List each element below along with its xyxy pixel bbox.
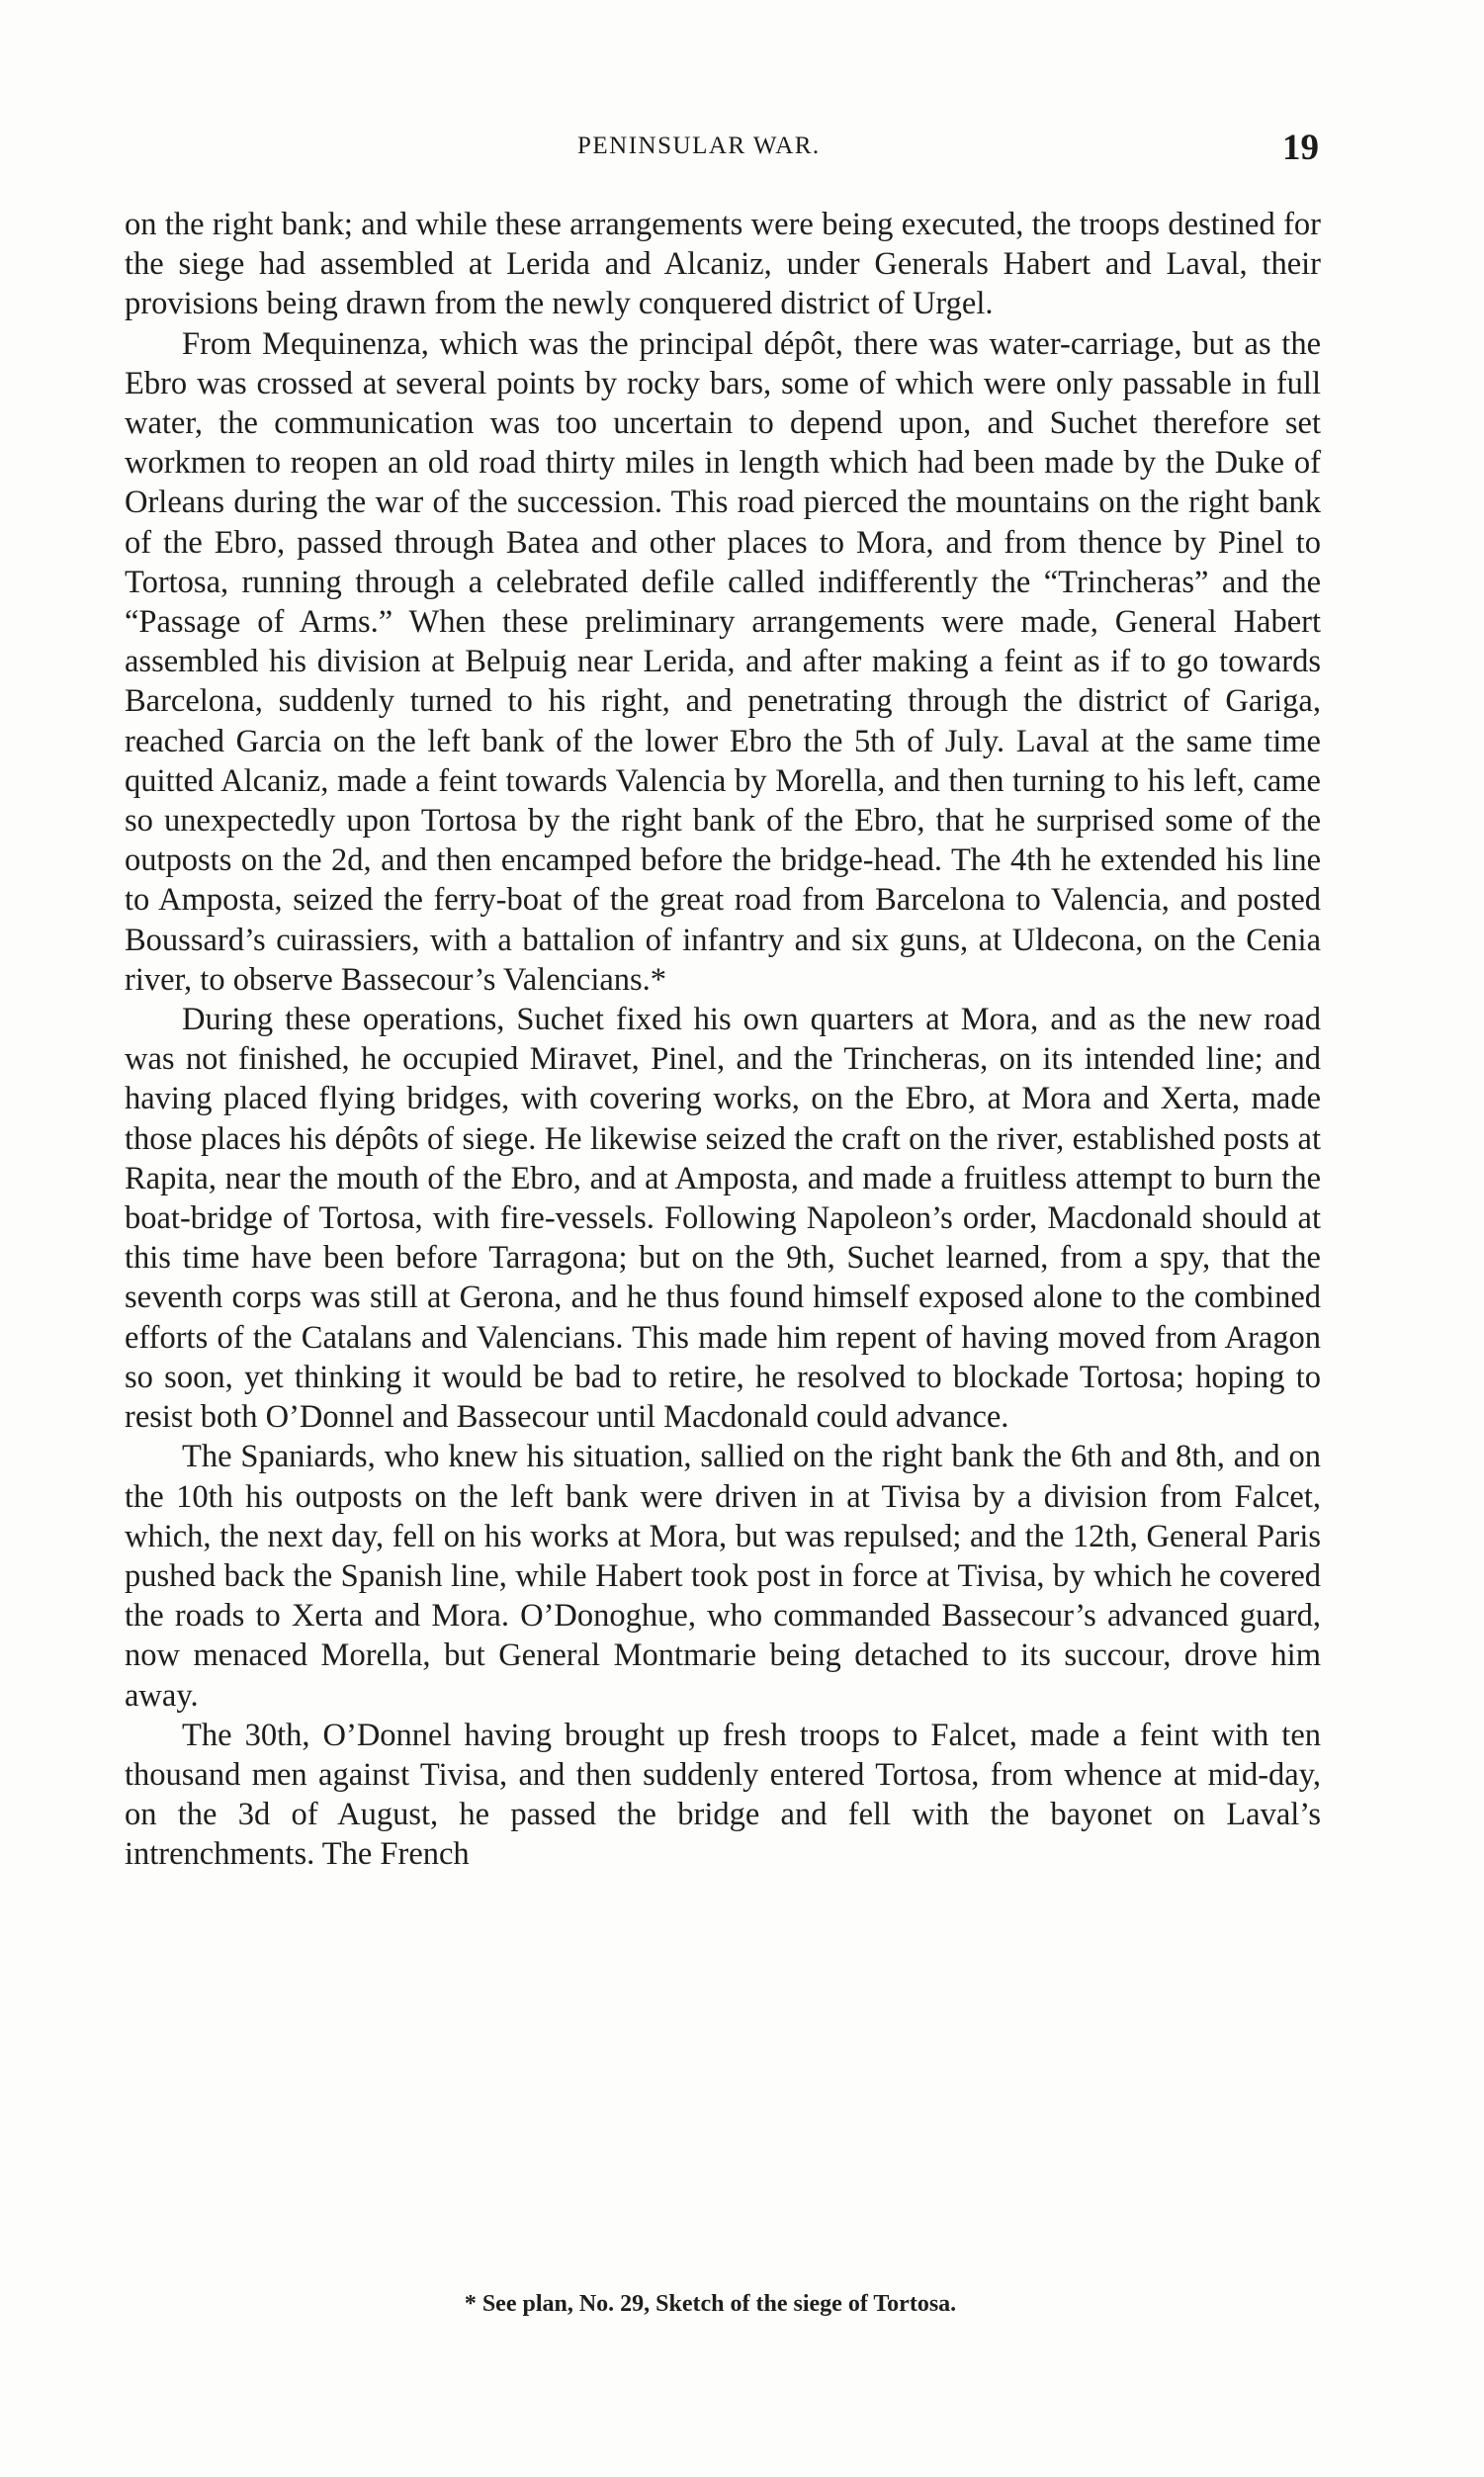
running-title: PENINSULAR WAR. [577, 133, 821, 159]
page-number: 19 [1282, 128, 1319, 168]
paragraph-spaniards: The Spaniards, who knew his situation, sallied on the right bank the 6th and 8th, and on the 10th his outposts on the left bank were driven in at Tivisa by a division from Falcet, which, the next day, fell on his works at Mora, but was repulsed; and the 12th, General Paris pushed back the Spanish line, while Habert took post in force at Tivisa, by which he covered the roads to Xerta and Mora. O’Donoghue, who commanded Bassecour’s advanced guard, now menaced Morella, but General Montmarie being detached to its succour, drove him away. [125, 1439, 1321, 1714]
footnote-text: * See plan, No. 29, Sketch of the siege of Tortosa. [464, 2291, 957, 2317]
footnote [0, 2291, 1484, 2318]
paragraph-odonnel: The 30th, O’Donnel having brought up fresh troops to Falcet, made a feint with ten thousand men against Tivisa, and then suddenly entered Tortosa, from whence at mid-day, on the 3d of August, he passed the bridge and fell with the bayonet on Laval’s intrenchments. The French [125, 1717, 1321, 1873]
paragraph-mequinenza: From Mequinenza, which was the principal dépôt, there was water-carriage, but as the Ebro was crossed at several points by rocky bars, some of which were only passable in full water, the communication was too uncertain to depend upon, and Suchet therefore set workmen to reopen an old road thirty miles in length which had been made by the Duke of Orleans during the war of the succession. This road pierced the mountains on the right bank of the Ebro, passed through Batea and other places to Mora, and from thence by Pinel to Tortosa, running through a celebrated defile called indifferently the “Trincheras” and the “Passage of Arms.” When these preliminary arrangements were made, General Habert assembled his division at Belpuig near Lerida, and after making a feint as if to go towards Barcelona, suddenly turned to his right, and penetrating through the district of Gariga, reached Garcia on the left bank of the lower Ebro the 5th of July. Laval at the same time quitted Alcaniz, made a feint towards Valencia by Morella, and then turning to his left, came so unexpectedly upon Tortosa by the right bank of the Ebro, that he surprised some of the outposts on the 2d, and then encamped before the bridge-head. The 4th he extended his line to Amposta, seized the ferry-boat of the great road from Barcelona to Valencia, and posted Boussard’s cuirassiers, with a battalion of infantry and six guns, at Uldecona, on the Cenia river, to observe Bassecour’s Valencians.* [125, 325, 1321, 998]
paragraph-continuation: on the right bank; and while these arrangements were being executed, the troops destined for the siege had assembled at Lerida and Alcaniz, under Generals Habert and Laval, their provisions being drawn from the newly conquered district of Urgel. [125, 207, 1321, 322]
body-text [125, 205, 1321, 1875]
paragraph-operations: During these operations, Suchet fixed his own quarters at Mora, and as the new road was not finished, he occupied Miravet, Pinel, and the Trincheras, on its intended line; and having placed flying bridges, with covering works, on the Ebro, at Mora and Xerta, made those places his dépôts of siege. He likewise seized the craft on the river, established posts at Rapita, near the mouth of the Ebro, and at Amposta, and made a fruitless attempt to burn the boat-bridge of Tortosa, with fire-vessels. Following Napoleon’s order, Macdonald should at this time have been before Tarragona; but on the 9th, Suchet learned, from a spy, that the seventh corps was still at Gerona, and he thus found himself exposed alone to the combined efforts of the Catalans and Valencians. This made him repent of having moved from Aragon so soon, yet thinking it would be bad to retire, he resolved to blockade Tortosa; hoping to resist both O’Donnel and Bassecour until Macdonald could advance. [125, 1002, 1321, 1436]
running-head [0, 127, 1484, 166]
